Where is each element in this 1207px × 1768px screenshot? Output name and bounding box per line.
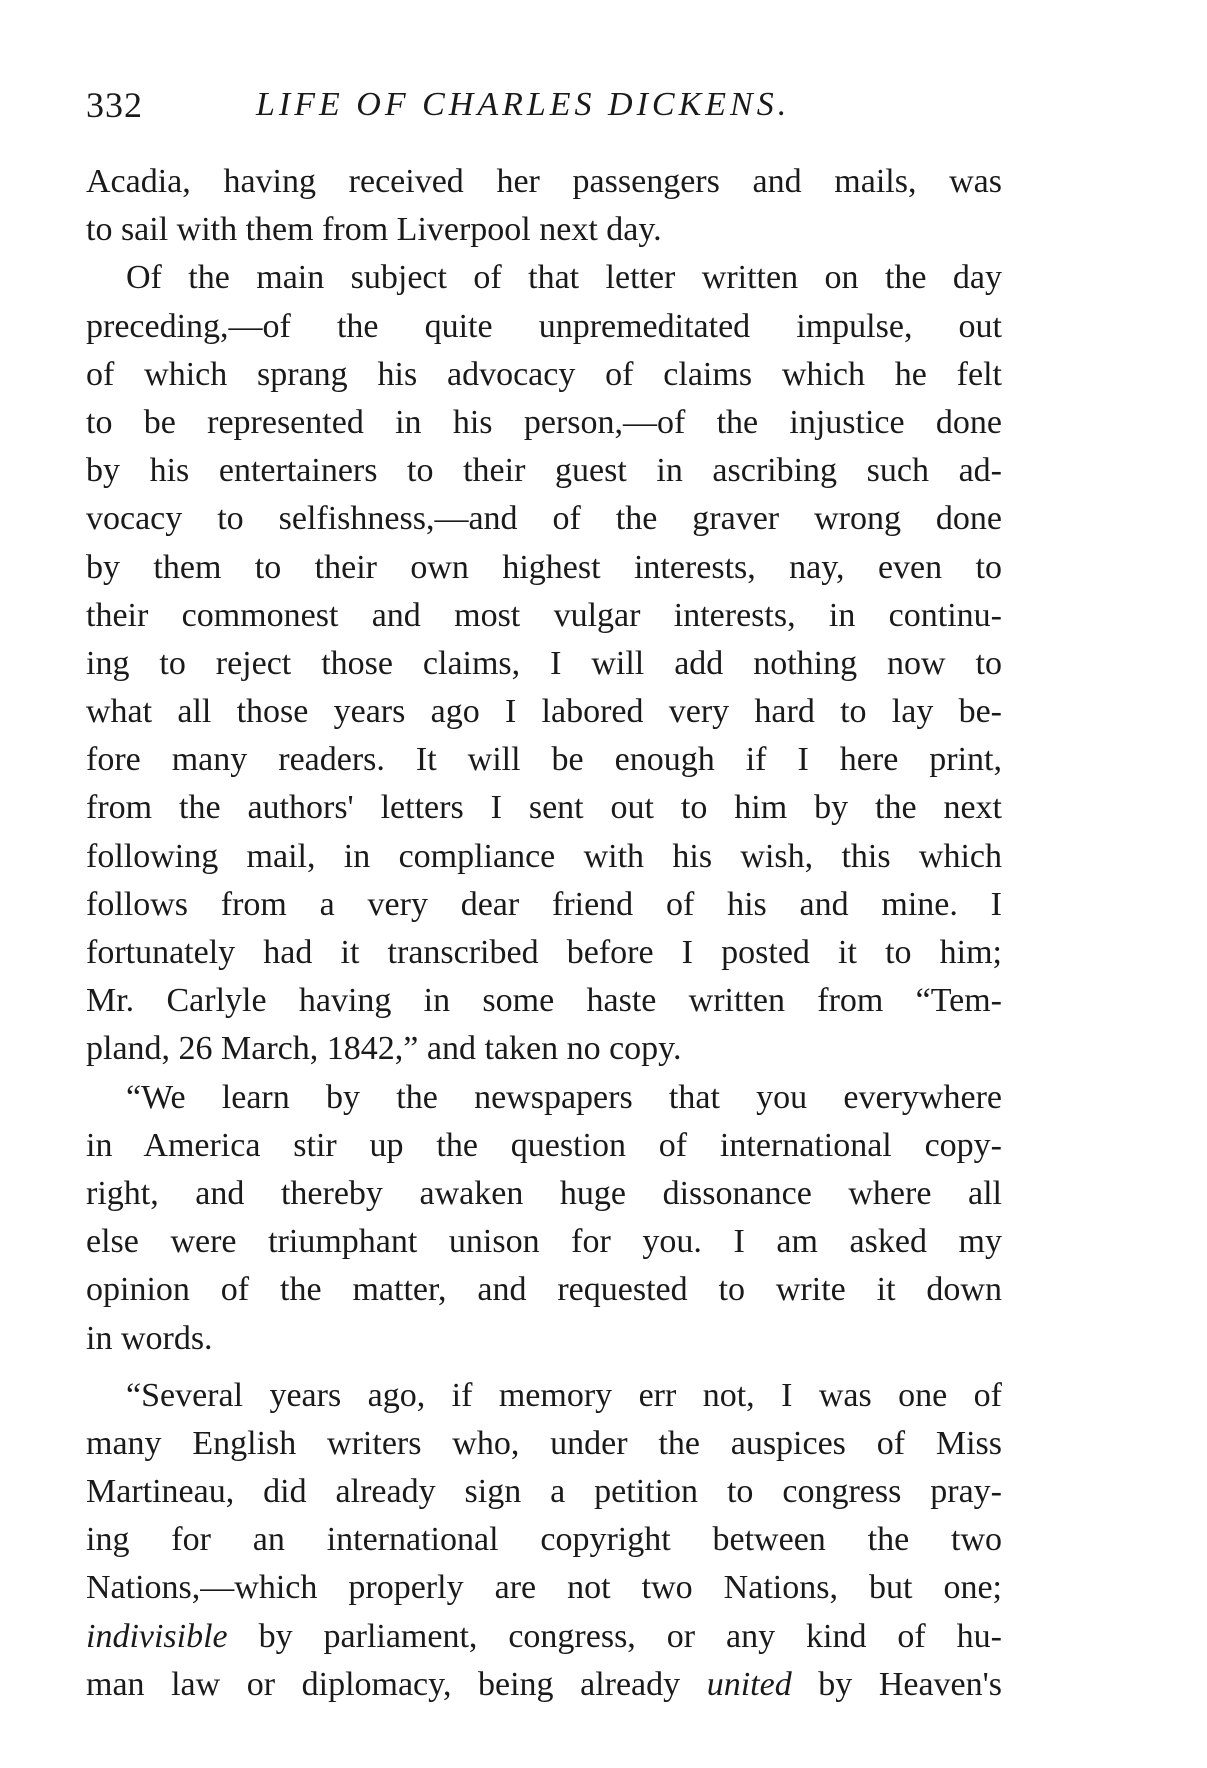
paragraph xyxy=(86,1074,1002,1363)
text-line xyxy=(86,1661,1002,1709)
text-run: by parliament, congress, or any kind of hu- xyxy=(227,1617,1002,1655)
text-line: ing for an international copyright between the two xyxy=(86,1521,1002,1559)
text-line: “Several years ago, if memory err not, I was one of xyxy=(126,1376,1002,1414)
text-line xyxy=(86,1613,1002,1661)
page-number: 332 xyxy=(86,85,143,125)
text-line: opinion of the matter, and requested to write it down xyxy=(86,1271,1002,1309)
text-line: Nations,—which properly are not two Nations, but one; xyxy=(86,1569,1002,1607)
paragraph-gap xyxy=(86,1363,1002,1372)
text-line: Acadia, having received her passengers and mails, was xyxy=(86,163,1002,200)
text-line: ing to reject those claims, I will add nothing now to xyxy=(86,644,1002,682)
text-line: following mail, in compliance with his wish, this which xyxy=(86,837,1002,875)
text-line: pland, 26 March, 1842,” and taken no copy. xyxy=(86,1030,682,1068)
text-line: fore many readers. It will be enough if I here print, xyxy=(86,741,1002,779)
text-line: “We learn by the newspapers that you everywhere xyxy=(126,1078,1002,1116)
text-line: in words. xyxy=(86,1319,213,1357)
text-line: what all those years ago I labored very hard to lay be- xyxy=(86,693,1002,731)
italic-word: indivisible xyxy=(86,1617,228,1655)
text-line: many English writers who, under the auspices of Miss xyxy=(86,1424,1002,1462)
running-title: LIFE OF CHARLES DICKENS. xyxy=(256,86,791,123)
paragraph xyxy=(86,158,1002,254)
text-run: man law or diplomacy, being already xyxy=(86,1665,707,1703)
text-line: of which sprang his advocacy of claims which he felt xyxy=(86,355,1002,393)
text-line: Mr. Carlyle having in some haste written from “Tem- xyxy=(86,982,1002,1020)
paragraph xyxy=(86,254,1002,1073)
text-line: to be represented in his person,—of the injustice done xyxy=(86,403,1002,441)
page-header xyxy=(86,80,1006,130)
text-line: follows from a very dear friend of his and mine. I xyxy=(86,885,1002,923)
text-line: from the authors' letters I sent out to him by the next xyxy=(86,789,1002,827)
text-line: fortunately had it transcribed before I posted it to him; xyxy=(86,934,1002,971)
text-line: their commonest and most vulgar interests, in continu- xyxy=(86,596,1002,634)
text-line: Of the main subject of that letter written on the day xyxy=(126,259,1002,297)
text-line: vocacy to selfishness,—and of the graver wrong done xyxy=(86,500,1002,538)
text-run: by Heaven's xyxy=(791,1665,1002,1703)
paragraph xyxy=(86,1372,1002,1709)
text-line: in America stir up the question of international copy- xyxy=(86,1126,1002,1164)
text-line: to sail with them from Liverpool next day. xyxy=(86,211,662,249)
body-text xyxy=(86,158,1002,1709)
text-line: preceding,—of the quite unpremeditated impulse, out xyxy=(86,307,1002,345)
text-line: else were triumphant unison for you. I am asked my xyxy=(86,1223,1002,1261)
italic-word: united xyxy=(706,1665,792,1703)
text-line: by his entertainers to their guest in ascribing such ad- xyxy=(86,452,1002,490)
text-line: right, and thereby awaken huge dissonance where all xyxy=(86,1174,1002,1212)
text-line: Martineau, did already sign a petition to congress pray- xyxy=(86,1473,1002,1511)
text-line: by them to their own highest interests, nay, even to xyxy=(86,548,1002,586)
